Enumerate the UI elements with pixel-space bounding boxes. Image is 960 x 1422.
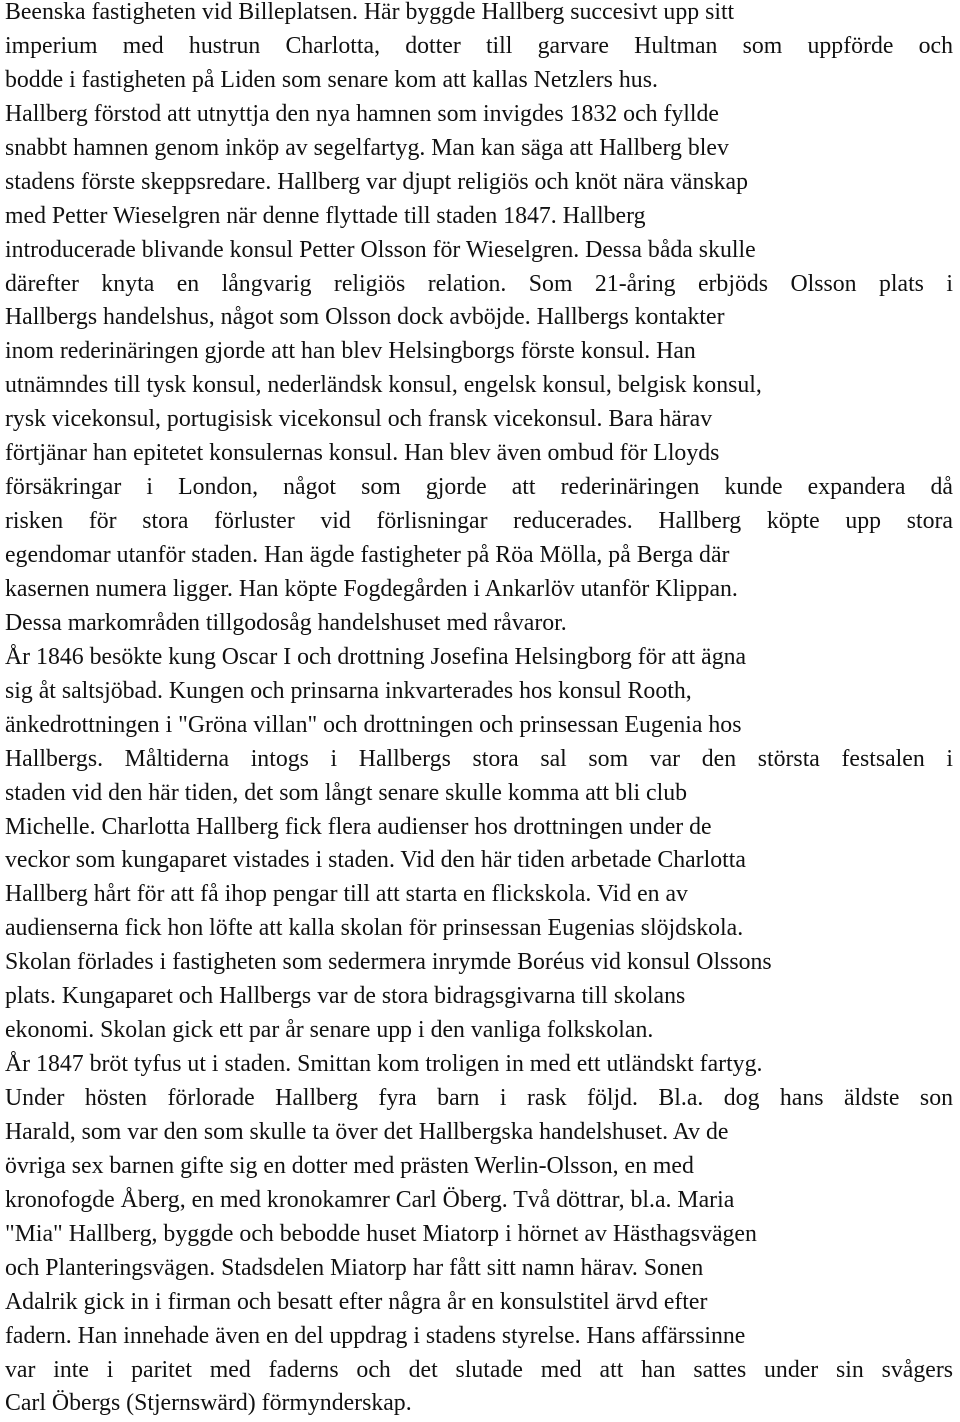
text-line: veckor som kungaparet vistades i staden. Vid den här tiden arbetade Charlotta: [5, 847, 746, 874]
text-line: staden vid den här tiden, det som långt senare skulle komma att bli club: [5, 779, 688, 806]
text-line: snabbt hamnen genom inköp av segelfartyg. Man kan säga att Hallberg blev: [5, 134, 729, 161]
text-line: risken för stora förluster vid förlisningar reducerades. Hallberg köpte upp stora: [5, 508, 953, 535]
text-line: fadern. Han innehade även en del uppdrag i stadens styrelse. Hans affärssinne: [5, 1322, 746, 1349]
text-line: plats. Kungaparet och Hallbergs var de stora bidragsgivarna till skolans: [5, 983, 686, 1010]
text-line: sig åt saltsjöbad. Kungen och prinsarna inkvarterades hos konsul Rooth,: [5, 677, 692, 704]
text-line: introducerade blivande konsul Petter Olsson för Wieselgren. Dessa båda skulle: [5, 236, 756, 263]
text-line: övriga sex barnen gifte sig en dotter med prästen Werlin-Olsson, en med: [5, 1152, 694, 1179]
text-line: Hallberg förstod att utnyttja den nya hamnen som invigdes 1832 och fyllde: [5, 100, 719, 127]
text-line: imperium med hustrun Charlotta, dotter till garvare Hultman som uppförde och: [5, 32, 953, 59]
text-line: egendomar utanför staden. Han ägde fastigheter på Röa Mölla, på Berga där: [5, 542, 730, 568]
text-line: kasernen numera ligger. Han köpte Fogdegården i Ankarlöv utanför Klippan.: [5, 575, 738, 602]
text-line: kronofogde Åberg, en med kronokamrer Carl Öberg. Två döttrar, bl.a. Maria: [5, 1186, 735, 1213]
text-line: inom rederinäringen gjorde att han blev Helsingborgs förste konsul. Han: [5, 338, 696, 365]
body-text: [5, 0, 953, 1421]
text-line: Hallberg hårt för att få ihop pengar till att starta en flickskola. Vid en av: [5, 881, 688, 908]
text-line: Dessa markområden tillgodosåg handelshuset med råvaror.: [5, 609, 567, 636]
text-line: Under hösten förlorade Hallberg fyra barn i rask följd. Bl.a. dog hans äldste son: [5, 1085, 953, 1111]
text-line: förtjänar han epitetet konsulernas konsul. Han blev även ombud för Lloyds: [5, 440, 720, 467]
text-line: År 1846 besökte kung Oscar I och drottning Josefina Helsingborg för att ägna: [5, 643, 747, 670]
text-line: med Petter Wieselgren när denne flyttade till staden 1847. Hallberg: [5, 202, 646, 229]
text-line: Skolan förlades i fastigheten som sedermera inrymde Boréus vid konsul Olssons: [5, 949, 772, 976]
text-line: därefter knyta en långvarig religiös relation. Som 21-åring erbjöds Olsson plats i: [5, 270, 953, 297]
text-line: Carl Öbergs (Stjernswärd) förmynderskap.: [5, 1390, 412, 1417]
text-line: försäkringar i London, något som gjorde att rederinäringen kunde expandera då: [5, 474, 953, 501]
text-line: Hallbergs handelshus, något som Olsson dock avböjde. Hallbergs kontakter: [5, 304, 725, 331]
text-line: "Mia" Hallberg, byggde och bebodde huset Miatorp i hörnet av Hästhagsvägen: [5, 1220, 757, 1247]
text-line: Beenska fastigheten vid Billeplatsen. Här byggde Hallberg succesivt upp sitt: [5, 0, 735, 25]
text-line: ekonomi. Skolan gick ett par år senare upp i den vanliga folkskolan.: [5, 1017, 654, 1044]
text-line: bodde i fastigheten på Liden som senare kom att kallas Netzlers hus.: [5, 66, 658, 93]
text-line: änkedrottningen i "Gröna villan" och drottningen och prinsessan Eugenia hos: [5, 711, 742, 738]
text-line: och Planteringsvägen. Stadsdelen Miatorp har fått sitt namn härav. Sonen: [5, 1254, 704, 1281]
text-line: Hallbergs. Måltiderna intogs i Hallbergs stora sal som var den största festsalen i: [5, 745, 953, 772]
text-line: var inte i paritet med faderns och det slutade med att han sattes under sin svågers: [5, 1356, 953, 1383]
text-line: År 1847 bröt tyfus ut i staden. Smittan kom troligen in med ett utländskt fartyg.: [5, 1051, 763, 1078]
text-line: utnämndes till tysk konsul, nederländsk konsul, engelsk konsul, belgisk konsul,: [5, 372, 762, 399]
text-line: rysk vicekonsul, portugisisk vicekonsul och fransk vicekonsul. Bara härav: [5, 406, 713, 433]
text-line: Michelle. Charlotta Hallberg fick flera audienser hos drottningen under de: [5, 813, 712, 840]
text-line: Harald, som var den som skulle ta över det Hallbergska handelshuset. Av de: [5, 1118, 729, 1145]
text-line: stadens förste skeppsredare. Hallberg var djupt religiös och knöt nära vänskap: [5, 168, 748, 195]
text-line: Adalrik gick in i firman och besatt efter några år en konsulstitel ärvd efter: [5, 1288, 708, 1315]
text-line: audienserna fick hon löfte att kalla skolan för prinsessan Eugenias slöjdskola.: [5, 915, 744, 942]
